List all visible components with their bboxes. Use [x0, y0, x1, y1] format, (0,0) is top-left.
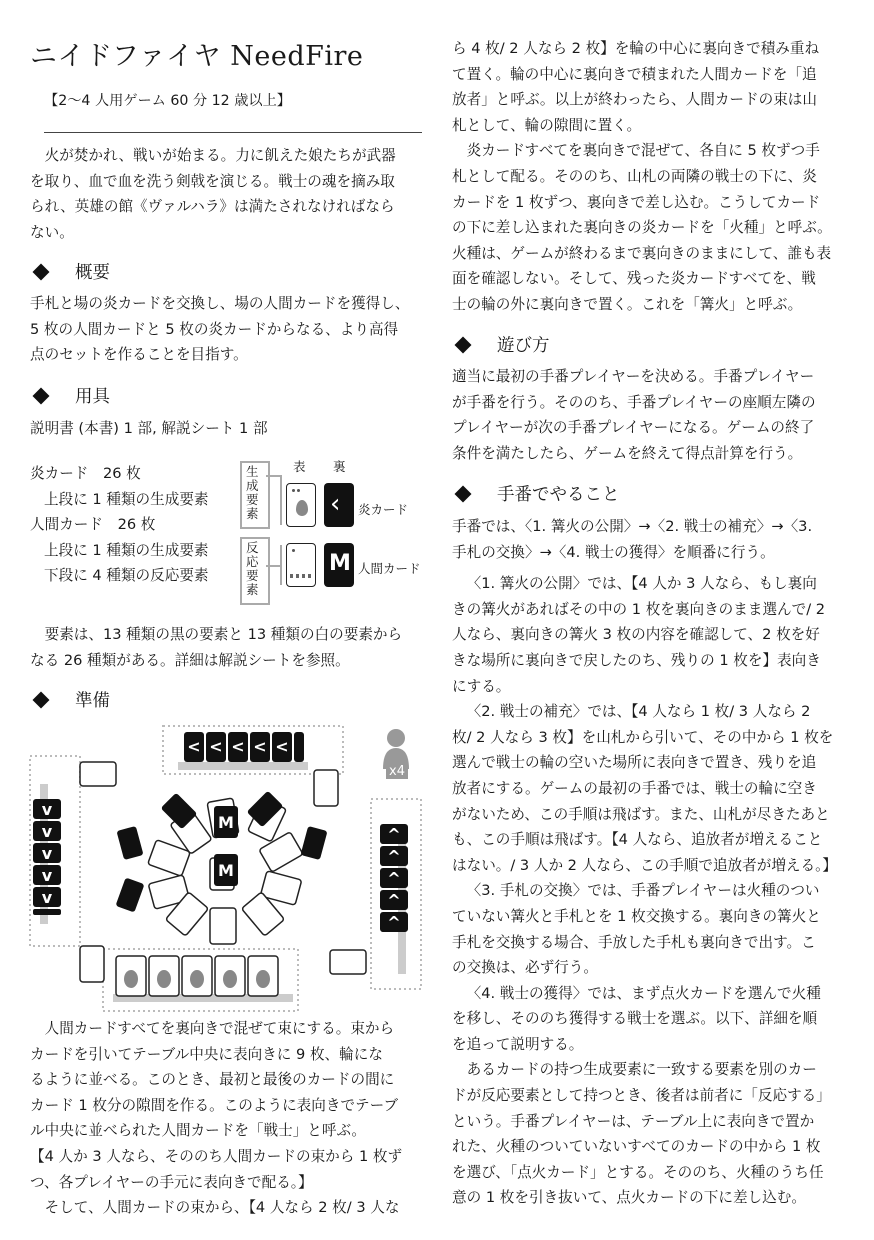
svg-text:^: ^ — [387, 847, 401, 866]
gen-label: 生成要素 — [246, 464, 259, 521]
svg-text:^: ^ — [387, 825, 401, 844]
human-card-front — [286, 543, 316, 587]
card-anatomy-diagram — [240, 455, 430, 605]
svg-text:v: v — [41, 800, 53, 819]
setup-continued-text: ら 4 枚/ 2 人なら 2 枚】を輪の中心に裏向きで積み重ね て置く。輪の中心に裏向きで積まれた人間カードを「追 放者」と呼ぶ。以上が終わったら、人間カードの束は山 札として、輪の隙間に置く。 炎カードすべてを裏向きで混ぜて、各自に 5 枚ずつ手 札として配る。そののち、山札の両隣の戦士の下に、炎 カードを 1 枚ずつ、裏向きで差し込む。こうしてカード の下に差し込まれた裏向きの炎カードを「火種」と呼ぶ。 火種は、ゲームが終わるまで裏向きのままにして、誰も表 面を確認しない。そして、残った炎カードすべてを、戦 士の輪の外に裏向きで置く。これを「篝火」と呼ぶ。 — [452, 40, 832, 313]
svg-text:<: < — [209, 737, 223, 756]
svg-text:v: v — [41, 822, 53, 841]
svg-text:<: < — [253, 737, 267, 756]
play-text: 適当に最初の手番プレイヤーを決める。手番プレイヤー が手番を行う。そののち、手番プレイヤーの座順左隣の プレイヤーが次の手番プレイヤーになる。ゲームの終了 条件を満たしたら、ゲームを終えて得点計算を行う。 — [452, 368, 816, 462]
diamond-bullet-icon — [33, 692, 50, 709]
setup-diagram — [28, 724, 423, 1014]
page-title: ニイドファイヤ NeedFire — [30, 41, 364, 72]
diamond-bullet-icon — [455, 486, 472, 503]
chevron-left-icon: ‹ — [330, 489, 341, 519]
svg-text:M: M — [218, 861, 234, 880]
turn-text: 手番では、〈1. 篝火の公開〉→〈2. 戦士の補充〉→〈3. 手札の交換〉→〈4. 戦士の獲得〉を順番に行う。 〈1. 篝火の公開〉では、【4 人か 3 人なら、もし裏向 きの篝火があればその中の 1 枚を裏向きのまま選んで/ 2 人なら、裏向きの篝火 3 枚の内容を確認して、2 枚を好 きな場所に裏向きで戻したのち、残りの 1 枚を】表向き にする。 〈2. 戦士の補充〉では、【4 人なら 1 枚/ 3 人なら 2 枚/ 2 人なら 3 枚】を山札から引いて、その中から 1 枚を 選んで戦士の輪の空いた場所に表向きで置き、残りを追 放者にする。ゲームの最初の手番では、戦士の輪に空き がないため、この手順は飛ばす。また、山札が尽きたあと も、この手順は飛ばす。【4 人なら、追放者が増えること はない。/ 3 人か 2 人なら、この手順で追放者が増える。】 〈3. 手札の交換〉では、手番プレイヤーは火種のつい ていない篝火と手札とを 1 枚交換する。裏向きの篝火と 手札を交換する場合、手放した手札も裏向きで出す。こ の交換は、必ず行う。 〈4. 戦士の獲得〉では、まず点火カードを選んで火種 を移し、そののち獲得する戦士を選ぶ。以下、詳細を順 を追って説明する。 あるカードの持つ生成要素に一致する要素を別のカー ドが反応要素として持つとき、後者は前者に「反応する」 という。手番プレイヤーは、テーブル上に表向きで置か れた、火種のついていないすべてのカードの中から 1 枚 を選び、「点火カード」とする。そののち、火種のうち任 意の 1 枚を引き抜いて、点火カードの下に差し込む。 — [452, 518, 837, 1207]
svg-text:<: < — [187, 737, 201, 756]
section-play-heading: 遊び方 — [452, 334, 550, 358]
back-label: 裏 — [333, 459, 346, 474]
elements-text: 要素は、13 種類の黒の要素と 13 種類の白の要素から なる 26 種類がある。詳細は解説シートを参照。 — [30, 626, 403, 669]
fire-card-front — [286, 483, 316, 527]
section-turn-heading: 手番でやること — [452, 483, 620, 507]
player-icon — [383, 729, 409, 769]
human-card-label: 人間カード — [358, 561, 421, 576]
svg-text:<: < — [231, 737, 245, 756]
human-card-back — [324, 543, 354, 587]
section-components-heading: 用具 — [30, 385, 110, 409]
svg-text:v: v — [41, 866, 53, 885]
svg-text:^: ^ — [387, 869, 401, 888]
fire-card-back — [324, 483, 354, 527]
diamond-bullet-icon — [455, 337, 472, 354]
table-layout-svg — [28, 724, 423, 1014]
game-meta: 【2〜4 人用ゲーム 60 分 12 歳以上】 — [44, 93, 291, 109]
diamond-bullet-icon — [33, 264, 50, 281]
svg-text:<: < — [275, 737, 289, 756]
drop-icon — [296, 500, 308, 516]
section-overview-heading: 概要 — [30, 261, 110, 285]
title-divider — [44, 132, 422, 133]
react-label: 反応要素 — [246, 540, 259, 597]
svg-text:^: ^ — [387, 891, 401, 910]
rune-icon: M — [329, 551, 351, 576]
intro-text: 火が焚かれ、戦いが始まる。力に飢えた娘たちが武器 を取り、血で血を洗う剣戟を演じる。戦士の魂を摘み取 られ、英雄の館《ヴァルハラ》は満たされなければなら ない。 — [30, 147, 396, 241]
diamond-bullet-icon — [33, 388, 50, 405]
svg-text:M: M — [218, 813, 234, 832]
components-list: 炎カード 26 枚 上段に 1 種類の生成要素 人間カード 26 枚 上段に 1 種類の生成要素 下段に 4 種類の反応要素 — [30, 465, 209, 585]
overview-text: 手札と場の炎カードを交換し、場の人間カードを獲得し、 5 枚の人間カードと 5 枚の炎カードからなる、より高得 点のセットを作ることを目指す。 — [30, 295, 410, 364]
fire-card-label: 炎カード — [358, 502, 409, 517]
svg-text:^: ^ — [387, 913, 401, 932]
front-label: 表 — [293, 459, 306, 474]
components-docs: 説明書 (本書) 1 部, 解説シート 1 部 — [30, 420, 268, 437]
svg-text:v: v — [41, 844, 53, 863]
svg-text:v: v — [41, 888, 53, 907]
section-setup-heading: 準備 — [30, 689, 110, 713]
setup-text: 人間カードすべてを裏向きで混ぜて束にする。束から カードを引いてテーブル中央に表向きに 9 枚、輪にな るように並べる。このとき、最初と最後のカードの間に カード 1 枚分の隙間を作る。このように表向きでテーブ ル中央に並べられた人間カードを「戦士」と呼ぶ。 【4 人か 3 人なら、そののち人間カードの束から 1 枚ず つ、各プレイヤーの手元に表向きで配る。】 そして、人間カードの束から、【4 人なら 2 枚/ 3 人な — [30, 1020, 403, 1217]
player-count-label: x4 — [386, 764, 408, 779]
